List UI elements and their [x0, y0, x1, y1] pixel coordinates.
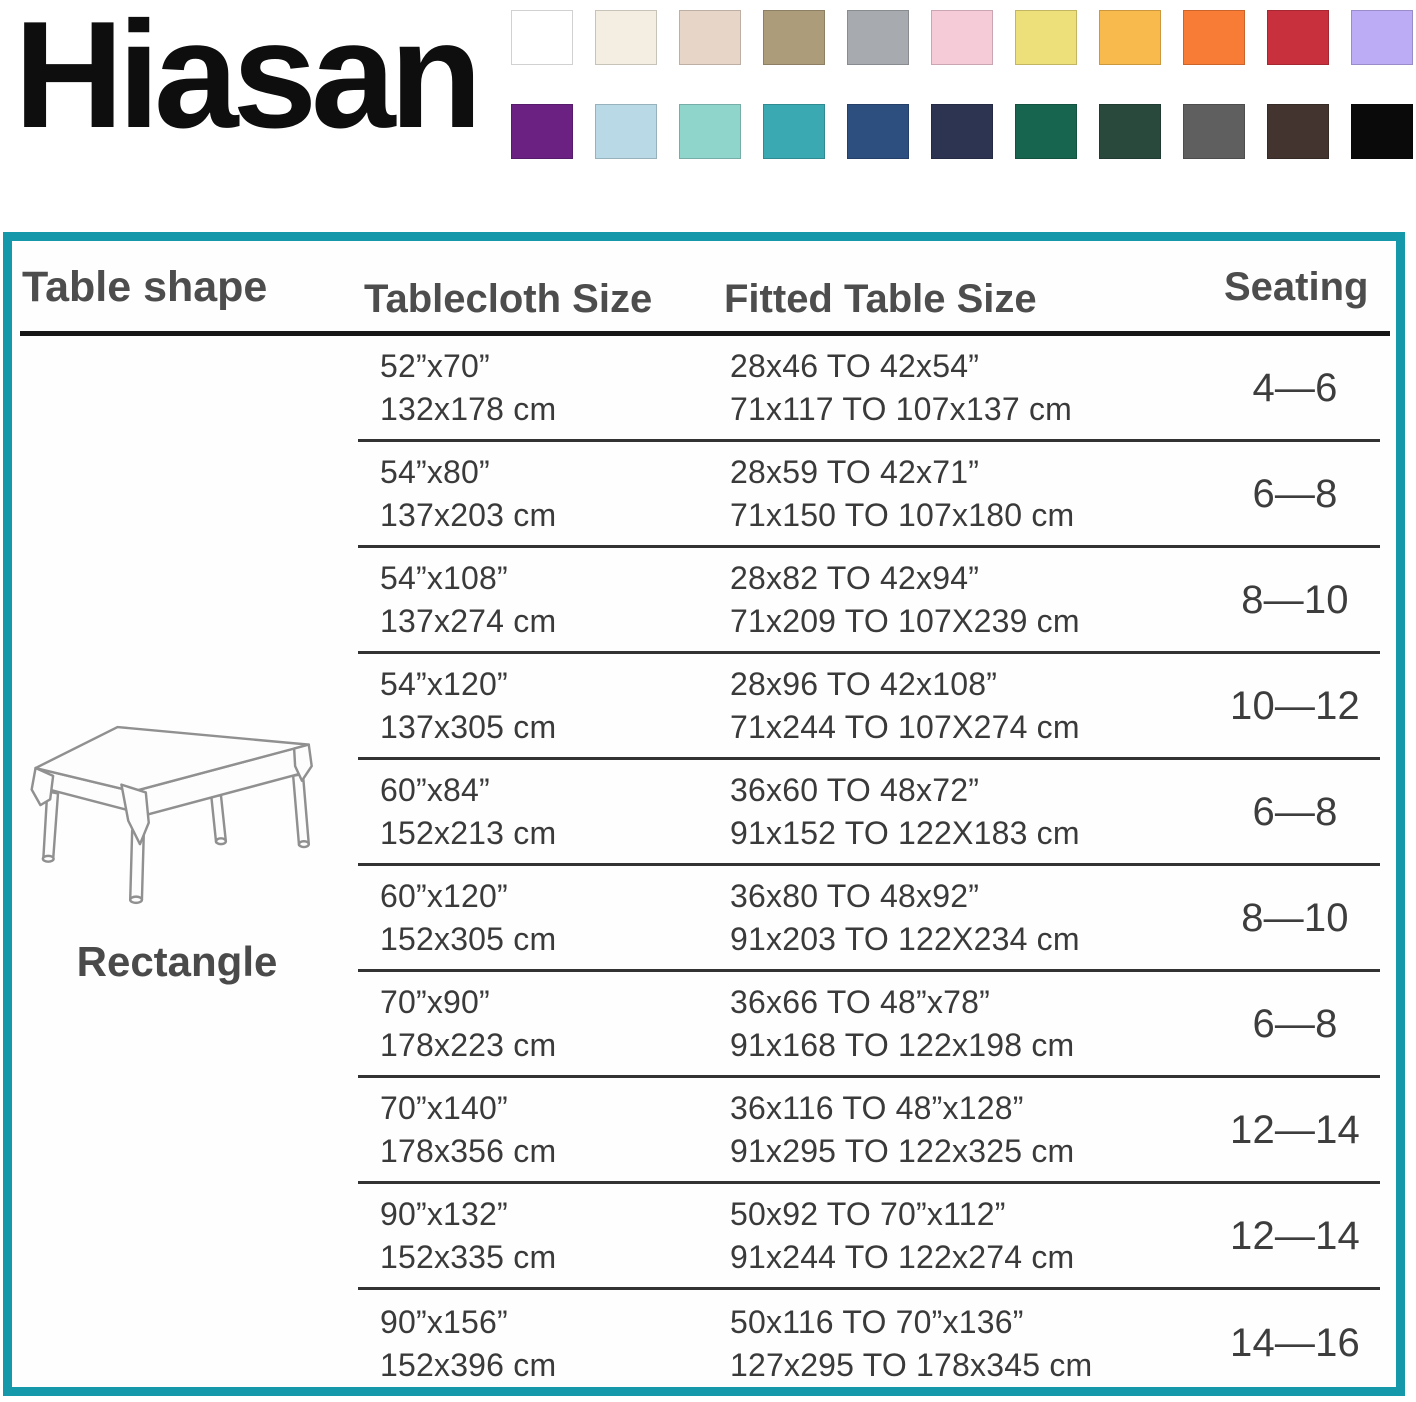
column-header-fitted-table-size: Fitted Table Size: [724, 277, 1037, 321]
color-swatch-purple: [511, 104, 573, 159]
fitted-table-size-cell: [730, 1078, 1210, 1181]
tablecloth-size-cell: [358, 548, 730, 651]
color-swatch-emerald-green: [1015, 104, 1077, 159]
fitted-table-size-cell: [730, 1290, 1210, 1396]
fitted-table-size-cell-line: 71x244 TO 107X274 cm: [730, 709, 1080, 745]
fitted-table-size-cell-line: 28x46 TO 42x54”: [730, 348, 980, 384]
seating-cell-line: 6—8: [1252, 789, 1338, 834]
color-swatch-orange: [1183, 10, 1245, 65]
seating-cell-line: 8—10: [1241, 895, 1349, 940]
color-swatch-red: [1267, 10, 1329, 65]
table-row: [358, 1078, 1380, 1184]
fitted-table-size-cell: [730, 1184, 1210, 1287]
tablecloth-size-cell-line: 90”x156”: [380, 1303, 508, 1340]
tablecloth-size-cell: [358, 442, 730, 545]
fitted-table-size-cell-line: 36x66 TO 48”x78”: [730, 984, 990, 1020]
seating-cell: [1210, 654, 1380, 757]
table-row: [358, 866, 1380, 972]
seating-cell-line: 12—14: [1230, 1213, 1360, 1258]
tablecloth-size-cell-line: 70”x90”: [380, 984, 490, 1020]
fitted-table-size-cell-line: 91x152 TO 122X183 cm: [730, 815, 1080, 851]
seating-cell-line: 6—8: [1252, 471, 1338, 516]
seating-cell: [1210, 336, 1380, 439]
table-row: [358, 336, 1380, 442]
tablecloth-size-cell: [358, 1078, 730, 1181]
seating-cell: [1210, 1078, 1380, 1181]
seating-cell: [1210, 1290, 1380, 1396]
seating-cell-line: 8—10: [1241, 577, 1349, 622]
seating-cell-line: 10—12: [1230, 683, 1360, 728]
column-header-tablecloth-size: Tablecloth Size: [364, 277, 653, 321]
fitted-table-size-cell-line: 28x96 TO 42x108”: [730, 666, 998, 702]
size-chart-header: [12, 241, 1396, 331]
color-swatch-ivory: [595, 10, 657, 65]
color-swatch-lavender: [1351, 10, 1413, 65]
tablecloth-size-cell: [358, 336, 730, 439]
seating-cell: [1210, 1184, 1380, 1287]
seating-cell: [1210, 866, 1380, 969]
color-swatch-grid: [511, 10, 1413, 159]
tablecloth-size-cell-line: 60”x120”: [380, 878, 508, 914]
tablecloth-size-cell-line: 178x223 cm: [380, 1027, 557, 1063]
color-swatch-silver-gray: [847, 10, 909, 65]
color-swatch-teal: [763, 104, 825, 159]
table-row: [358, 654, 1380, 760]
tablecloth-size-cell-line: 52”x70”: [380, 348, 490, 384]
fitted-table-size-cell-line: 91x203 TO 122X234 cm: [730, 921, 1080, 957]
fitted-table-size-cell: [730, 442, 1210, 545]
brand-logo: Hiasan: [14, 0, 477, 160]
fitted-table-size-cell-line: 91x295 TO 122x325 cm: [730, 1133, 1075, 1169]
seating-cell-line: 4—6: [1252, 365, 1338, 410]
tablecloth-size-cell-line: 152x335 cm: [380, 1239, 557, 1275]
tablecloth-size-cell: [358, 1184, 730, 1287]
tablecloth-size-cell-line: 90”x132”: [380, 1196, 508, 1232]
color-swatch-dark-gray: [1183, 104, 1245, 159]
size-chart-body: [12, 336, 1396, 1391]
tablecloth-size-cell-line: 152x213 cm: [380, 815, 557, 851]
tablecloth-size-cell-line: 60”x84”: [380, 772, 490, 808]
color-swatch-white: [511, 10, 573, 65]
table-row: [358, 442, 1380, 548]
size-rows: [358, 336, 1380, 1396]
tablecloth-size-cell-line: 152x396 cm: [380, 1346, 557, 1383]
fitted-table-size-cell: [730, 760, 1210, 863]
tablecloth-size-cell: [358, 972, 730, 1075]
color-swatch-gold: [1099, 10, 1161, 65]
column-header-seating: Seating: [1224, 265, 1369, 309]
tablecloth-size-cell-line: 152x305 cm: [380, 921, 557, 957]
fitted-table-size-cell-line: 71x117 TO 107x137 cm: [730, 391, 1072, 427]
size-chart: [3, 232, 1405, 1396]
table-row: [358, 1184, 1380, 1290]
fitted-table-size-cell: [730, 548, 1210, 651]
seating-cell-line: 6—8: [1252, 1001, 1338, 1046]
tablecloth-size-cell-line: 54”x80”: [380, 454, 490, 490]
color-swatch-beige: [679, 10, 741, 65]
seating-cell: [1210, 760, 1380, 863]
seating-cell: [1210, 442, 1380, 545]
tablecloth-size-cell-line: 54”x120”: [380, 666, 508, 702]
fitted-table-size-cell-line: 50x92 TO 70”x112”: [730, 1196, 1006, 1232]
table-row: [358, 760, 1380, 866]
fitted-table-size-cell-line: 71x150 TO 107x180 cm: [730, 497, 1075, 533]
color-swatch-dark-green: [1099, 104, 1161, 159]
tablecloth-size-cell-line: 70”x140”: [380, 1090, 508, 1126]
tablecloth-size-cell: [358, 866, 730, 969]
fitted-table-size-cell-line: 91x244 TO 122x274 cm: [730, 1239, 1075, 1275]
color-swatch-aqua: [679, 104, 741, 159]
table-row: [358, 972, 1380, 1078]
fitted-table-size-cell-line: 36x60 TO 48x72”: [730, 772, 980, 808]
seating-cell-line: 12—14: [1230, 1107, 1360, 1152]
color-swatch-taupe: [763, 10, 825, 65]
color-swatch-dark-navy: [931, 104, 993, 159]
tablecloth-size-cell: [358, 760, 730, 863]
color-swatch-navy-blue: [847, 104, 909, 159]
tablecloth-size-cell-line: 137x203 cm: [380, 497, 557, 533]
fitted-table-size-cell: [730, 654, 1210, 757]
color-swatch-black: [1351, 104, 1413, 159]
color-swatch-yellow: [1015, 10, 1077, 65]
rectangle-table-icon: [18, 704, 340, 916]
tablecloth-size-cell-line: 54”x108”: [380, 560, 508, 596]
fitted-table-size-cell-line: 36x116 TO 48”x128”: [730, 1090, 1024, 1126]
fitted-table-size-cell-line: 50x116 TO 70”x136”: [730, 1303, 1024, 1340]
tablecloth-size-cell-line: 137x305 cm: [380, 709, 557, 745]
color-swatch-pink: [931, 10, 993, 65]
fitted-table-size-cell-line: 36x80 TO 48x92”: [730, 878, 980, 914]
fitted-table-size-cell-line: 28x59 TO 42x71”: [730, 454, 980, 490]
fitted-table-size-cell: [730, 972, 1210, 1075]
table-row: [358, 1290, 1380, 1396]
table-shape-column: [12, 336, 358, 1391]
seating-cell: [1210, 972, 1380, 1075]
tablecloth-size-cell: [358, 654, 730, 757]
seating-cell-line: 14—16: [1230, 1321, 1360, 1365]
fitted-table-size-cell-line: 127x295 TO 178x345 cm: [730, 1346, 1093, 1383]
fitted-table-size-cell-line: 91x168 TO 122x198 cm: [730, 1027, 1075, 1063]
column-header-table-shape: Table shape: [22, 263, 268, 311]
tablecloth-size-cell-line: 178x356 cm: [380, 1133, 557, 1169]
color-swatch-dark-brown: [1267, 104, 1329, 159]
shape-label: Rectangle: [76, 938, 278, 985]
fitted-table-size-cell-line: 71x209 TO 107X239 cm: [730, 603, 1080, 639]
fitted-table-size-cell: [730, 336, 1210, 439]
tablecloth-size-cell-line: 137x274 cm: [380, 603, 557, 639]
fitted-table-size-cell-line: 28x82 TO 42x94”: [730, 560, 980, 596]
tablecloth-size-cell: [358, 1290, 730, 1396]
table-row: [358, 548, 1380, 654]
tablecloth-size-cell-line: 132x178 cm: [380, 391, 557, 427]
fitted-table-size-cell: [730, 866, 1210, 969]
seating-cell: [1210, 548, 1380, 651]
color-swatch-light-blue: [595, 104, 657, 159]
